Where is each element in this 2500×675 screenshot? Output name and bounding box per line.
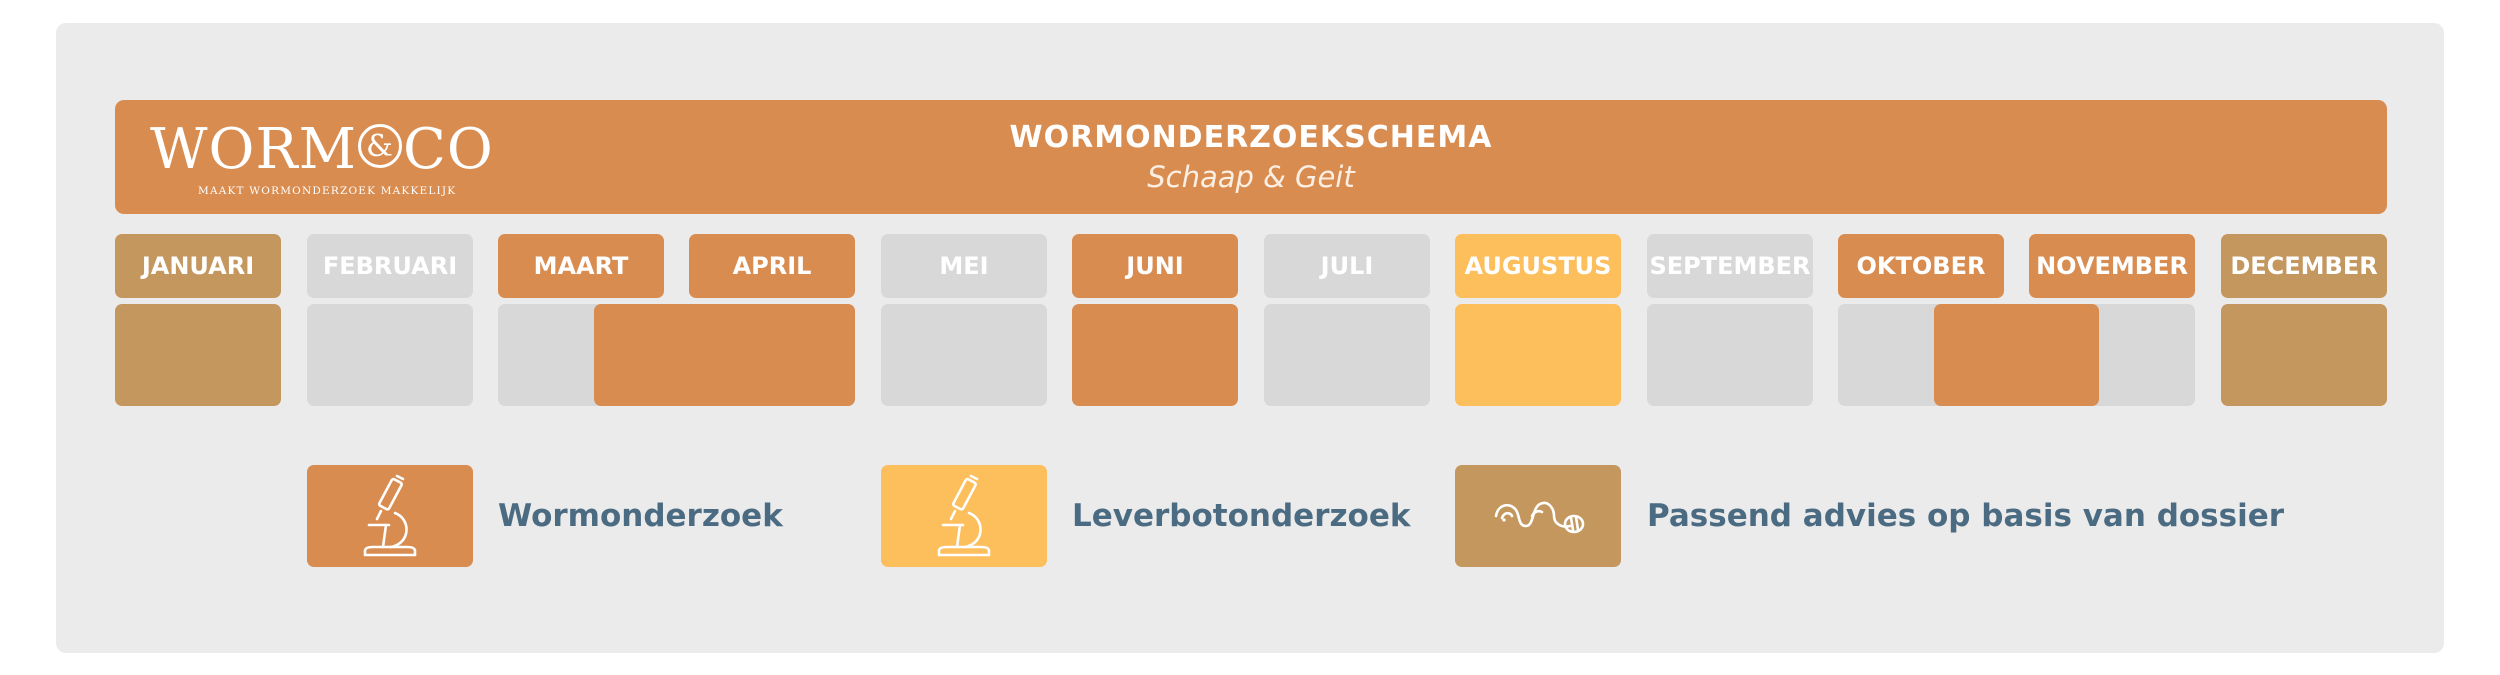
month-label-maart: MAART <box>498 234 664 298</box>
month-label-juli: JULI <box>1264 234 1430 298</box>
month-label-augustus: AUGUSTUS <box>1455 234 1621 298</box>
month-label-mei: MEI <box>881 234 1047 298</box>
schedule-cell-mei <box>881 304 1047 406</box>
page-title: WORMONDERZOEKSCHEMA <box>1009 120 1493 155</box>
schedule-cell-februari <box>307 304 473 406</box>
month-label-november: NOVEMBER <box>2029 234 2195 298</box>
month-label-april: APRIL <box>689 234 855 298</box>
schedule-block-maart-april <box>594 304 855 406</box>
month-label-oktober: OKTOBER <box>1838 234 2004 298</box>
legend-swatch-wormonderzoek <box>307 465 473 567</box>
month-label-juni: JUNI <box>1072 234 1238 298</box>
schedule-cell-augustus <box>1455 304 1621 406</box>
legend-swatch-advies <box>1455 465 1621 567</box>
worm-icon <box>1488 486 1588 546</box>
schedule-cell-september <box>1647 304 1813 406</box>
logo-wordmark: WORM & CO <box>150 117 494 182</box>
month-label-februari: FEBRUARI <box>307 234 473 298</box>
schedule-cell-juli <box>1264 304 1430 406</box>
schedule-cell-januari <box>115 304 281 406</box>
legend-swatch-leverbotonderzoek <box>881 465 1047 567</box>
header-banner <box>115 100 2387 214</box>
legend-label-wormonderzoek: Wormonderzoek <box>498 498 783 534</box>
legend-label-advies: Passend advies op basis van dossier <box>1647 498 2285 534</box>
page-subtitle: Schaap & Geit <box>1147 160 1355 194</box>
schedule-block-oktober-november <box>1934 304 2099 406</box>
microscope-icon <box>929 473 999 559</box>
schedule-cell-juni <box>1072 304 1238 406</box>
microscope-icon <box>355 473 425 559</box>
legend-label-leverbotonderzoek: Leverbotonderzoek <box>1072 498 1411 534</box>
logo-tagline: MAAKT WORMONDERZOEK MAKKELIJK <box>198 185 457 197</box>
month-label-september: SEPTEMBER <box>1647 234 1813 298</box>
month-label-december: DECEMBER <box>2221 234 2387 298</box>
schedule-cell-december <box>2221 304 2387 406</box>
month-label-januari: JANUARI <box>115 234 281 298</box>
